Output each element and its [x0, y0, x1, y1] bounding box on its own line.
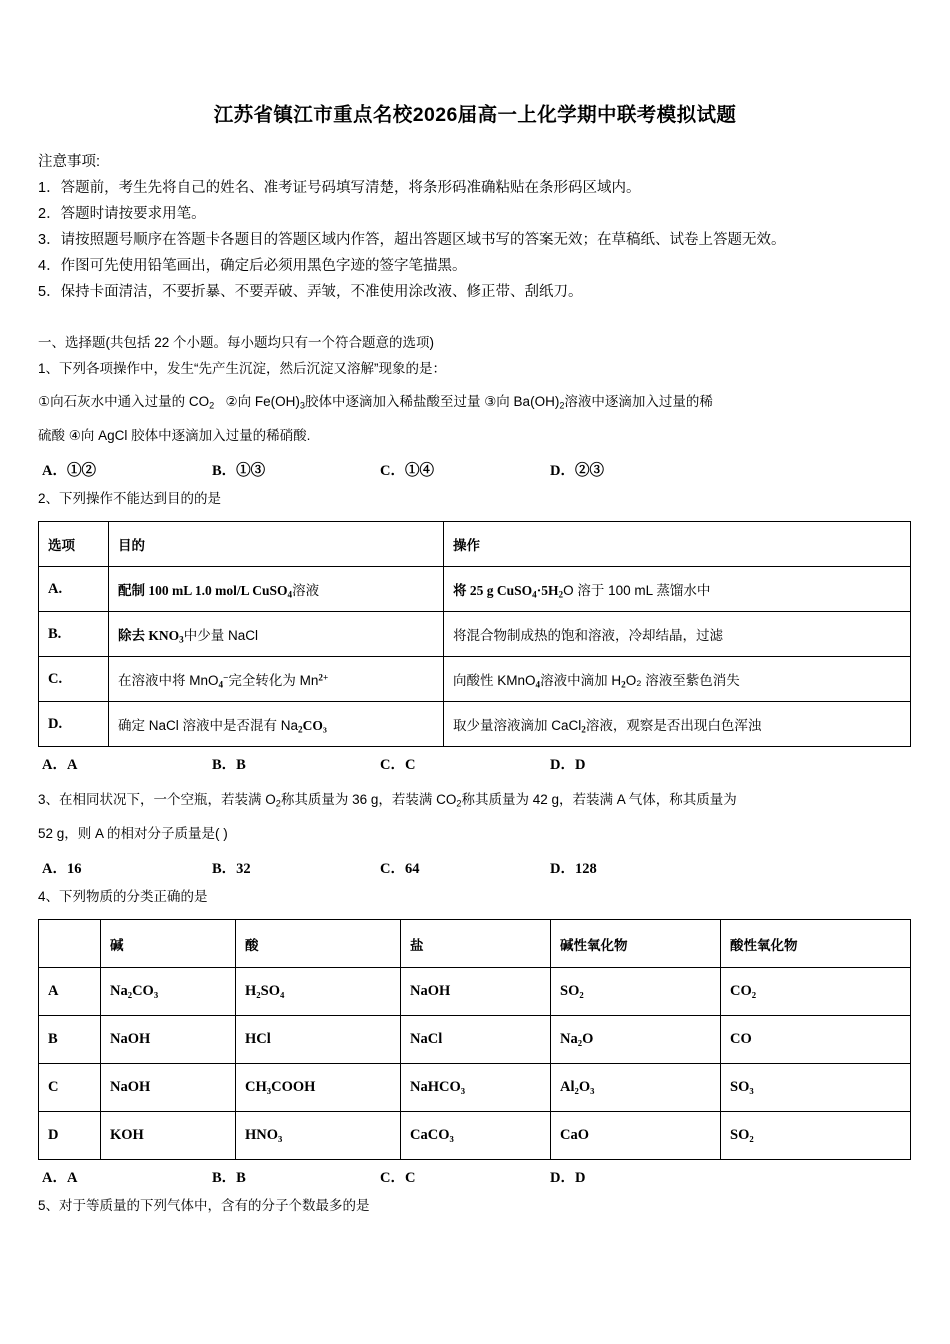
cell-acid: H₂SO₄ [236, 968, 401, 1016]
column-header-option: 选项 [39, 522, 109, 567]
table-header-row [39, 920, 911, 968]
cell-purpose [109, 657, 444, 702]
cell-acidic-oxide: CO₂ [721, 968, 911, 1016]
question-1-options [38, 459, 912, 485]
q3-part-1: 3、在相同状况下，一个空瓶，若装满 O [38, 792, 276, 808]
table-row [39, 612, 911, 657]
cell-base: Na₂CO₃ [101, 968, 236, 1016]
q3-part-2: 称其质量为 36 g，若装满 CO [280, 792, 457, 808]
purpose-suffix: CO₃ [302, 718, 327, 734]
column-header-acidic-oxide: 酸性氧化物 [721, 920, 911, 968]
notice-heading: 注意事项: [38, 154, 101, 171]
cell-base: NaOH [101, 1064, 236, 1112]
operation-suffix: O 溶于 100 mL 蒸馏水中 [563, 583, 711, 599]
option-b[interactable]: B．B [212, 757, 246, 774]
table-row [39, 657, 911, 702]
cell-purpose [109, 612, 444, 657]
formula-sub: 2 [298, 724, 303, 735]
cell-salt: NaCl [401, 1016, 551, 1064]
row-label: C. [39, 657, 109, 702]
q1-item-2: ②向 Fe(OH) [225, 394, 300, 410]
formula-sub: 4 [532, 589, 537, 600]
table-row [39, 968, 911, 1016]
cell-salt: NaHCO₃ [401, 1064, 551, 1112]
column-header-acid: 酸 [236, 920, 401, 968]
q3-sub: 2 [456, 798, 462, 809]
purpose-suffix: 完全转化为 Mn [228, 673, 319, 689]
question-3-options [38, 857, 912, 883]
q3-part-3: 称其质量为 42 g，若装满 A 气体，称其质量为 [461, 792, 737, 808]
table-row [39, 1112, 911, 1160]
cell-salt: NaOH [401, 968, 551, 1016]
cell-operation [444, 702, 911, 747]
column-header-base: 碱 [101, 920, 236, 968]
charge-sup: − [223, 672, 229, 683]
row-label: C [39, 1064, 101, 1112]
section-heading: 一、选择题(共包括 22 个小题。每小题均只有一个符合题意的选项) [38, 335, 435, 351]
purpose-text: 除去 KNO [118, 628, 180, 644]
operation-suffix: O₂ 溶液至紫色消失 [625, 673, 740, 689]
page-title: 江苏省镇江市重点名校2026届高一上化学期中联考模拟试题 [213, 104, 737, 126]
operation-mid: 溶液中滴加 H [540, 673, 622, 689]
q1-sub: 2 [559, 400, 565, 411]
cell-basic-oxide: CaO [551, 1112, 721, 1160]
purpose-text: 在溶液中将 MnO [118, 673, 219, 689]
q1-item-1: ①向石灰水中通入过量的 CO [38, 394, 210, 410]
table-row [39, 1016, 911, 1064]
row-label: B. [39, 612, 109, 657]
option-b[interactable]: B．①③ [212, 463, 266, 480]
column-header-blank [39, 920, 101, 968]
operation-text: 将混合物制成热的饱和溶液，冷却结晶，过滤 [453, 628, 723, 644]
table-row [39, 567, 911, 612]
question-4-stem: 4、下列物质的分类正确的是 [38, 889, 208, 905]
cell-basic-oxide: SO₂ [551, 968, 721, 1016]
question-2-options [38, 753, 912, 779]
formula-sub: 4 [218, 679, 224, 690]
cell-purpose [109, 702, 444, 747]
q1-item-4: 溶液中逐滴加入过量的稀 [564, 394, 713, 410]
option-c[interactable]: C．①④ [380, 463, 434, 480]
cell-acid: HNO₃ [236, 1112, 401, 1160]
cell-salt: CaCO₃ [401, 1112, 551, 1160]
formula-sub: 3 [179, 634, 184, 645]
purpose-suffix: 溶液 [292, 583, 320, 599]
option-d[interactable]: D．128 [550, 861, 597, 878]
cell-operation [444, 567, 911, 612]
cell-operation [444, 612, 911, 657]
cell-acid: HCl [236, 1016, 401, 1064]
q3-line-2: 52 g，则 A 的相对分子质量是( ) [38, 826, 228, 842]
q1-sub: 2 [209, 400, 215, 411]
cell-basic-oxide: Al₂O₃ [551, 1064, 721, 1112]
row-label: B [39, 1016, 101, 1064]
table-header-row [39, 522, 911, 567]
purpose-text: 确定 NaCl 溶液中是否混有 Na [118, 718, 299, 734]
question-2-stem: 2、下列操作不能达到目的的是 [38, 491, 222, 507]
option-b[interactable]: B．B [212, 1170, 246, 1187]
option-a[interactable]: A．①② [42, 463, 96, 480]
option-b[interactable]: B．32 [212, 861, 251, 878]
classification-table [38, 919, 911, 1160]
purpose-suffix: 中少量 NaCl [183, 628, 258, 644]
formula-sub: 2 [581, 724, 586, 735]
option-a[interactable]: A．A [42, 757, 78, 774]
row-label: A. [39, 567, 109, 612]
cell-acidic-oxide: SO₃ [721, 1064, 911, 1112]
cell-acid: CH₃COOH [236, 1064, 401, 1112]
operation-text: 向酸性 KMnO [453, 673, 536, 689]
charge-sup: 2+ [318, 672, 329, 683]
question-3-stem [38, 783, 912, 851]
operation-text: 取少量溶液滴加 CaCl [453, 718, 582, 734]
question-1-body [38, 385, 912, 453]
cell-base: KOH [101, 1112, 236, 1160]
notice-item: 1．答题前，考生先将自己的姓名、准考证号码填写清楚，将条形码准确粘贴在条形码区域内。 [38, 180, 641, 197]
notice-block [38, 149, 912, 305]
cell-operation [444, 657, 911, 702]
option-d[interactable]: D．D [550, 1170, 586, 1187]
operations-table [38, 521, 911, 747]
notice-item: 5．保持卡面清洁，不要折暴、不要弄破、弄皱，不准使用涂改液、修正带、刮纸刀。 [38, 284, 583, 301]
option-d[interactable]: D．②③ [550, 463, 604, 480]
question-4-options [38, 1166, 912, 1192]
table-row [39, 1064, 911, 1112]
notice-item: 4．作图可先使用铅笔画出，确定后必须用黑色字迹的签字笔描黑。 [38, 258, 467, 275]
operation-mid: 溶液，观察是否出现白色浑浊 [585, 718, 762, 734]
notice-item: 2．答题时请按要求用笔。 [38, 206, 206, 223]
option-c[interactable]: C．64 [380, 861, 420, 878]
question-5-stem: 5、对于等质量的下列气体中，含有的分子个数最多的是 [38, 1198, 370, 1214]
formula-sub: 4 [535, 679, 541, 690]
cell-acidic-oxide: SO₂ [721, 1112, 911, 1160]
cell-base: NaOH [101, 1016, 236, 1064]
option-a[interactable]: A．A [42, 1170, 78, 1187]
formula-sub: 2 [621, 679, 626, 690]
formula-sub: 2 [558, 589, 564, 600]
operation-mid: ·5H [536, 583, 559, 599]
table-row [39, 702, 911, 747]
operation-text: 将 25 g CuSO [453, 583, 533, 599]
option-d[interactable]: D．D [550, 757, 586, 774]
row-label: D [39, 1112, 101, 1160]
option-c[interactable]: C．C [380, 757, 416, 774]
question-1-stem: 1、下列各项操作中，发生“先产生沉淀，然后沉淀又溶解”现象的是： [38, 361, 446, 377]
purpose-text: 配制 100 mL 1.0 mol/L CuSO [118, 583, 288, 599]
row-label: A [39, 968, 101, 1016]
notice-item: 3．请按照题号顺序在答题卡各题目的答题区域内作答，超出答题区域书写的答案无效；在草稿纸、试卷上答题无效。 [38, 232, 786, 249]
row-label: D. [39, 702, 109, 747]
column-header-salt: 盐 [401, 920, 551, 968]
option-c[interactable]: C．C [380, 1170, 416, 1187]
q1-item-3: 胶体中逐滴加入稀盐酸至过量 ③向 Ba(OH) [304, 394, 560, 410]
formula-sub: 4 [287, 589, 293, 600]
column-header-purpose: 目的 [109, 522, 444, 567]
cell-basic-oxide: Na₂O [551, 1016, 721, 1064]
q1-line-2: 硫酸 ④向 AgCl 胶体中逐滴加入过量的稀硝酸. [38, 428, 311, 444]
q1-sub: 3 [299, 400, 305, 411]
column-header-basic-oxide: 碱性氧化物 [551, 920, 721, 968]
option-a[interactable]: A．16 [42, 861, 82, 878]
cell-acidic-oxide: CO [721, 1016, 911, 1064]
q3-sub: 2 [275, 798, 281, 809]
column-header-operation: 操作 [444, 522, 911, 567]
cell-purpose [109, 567, 444, 612]
